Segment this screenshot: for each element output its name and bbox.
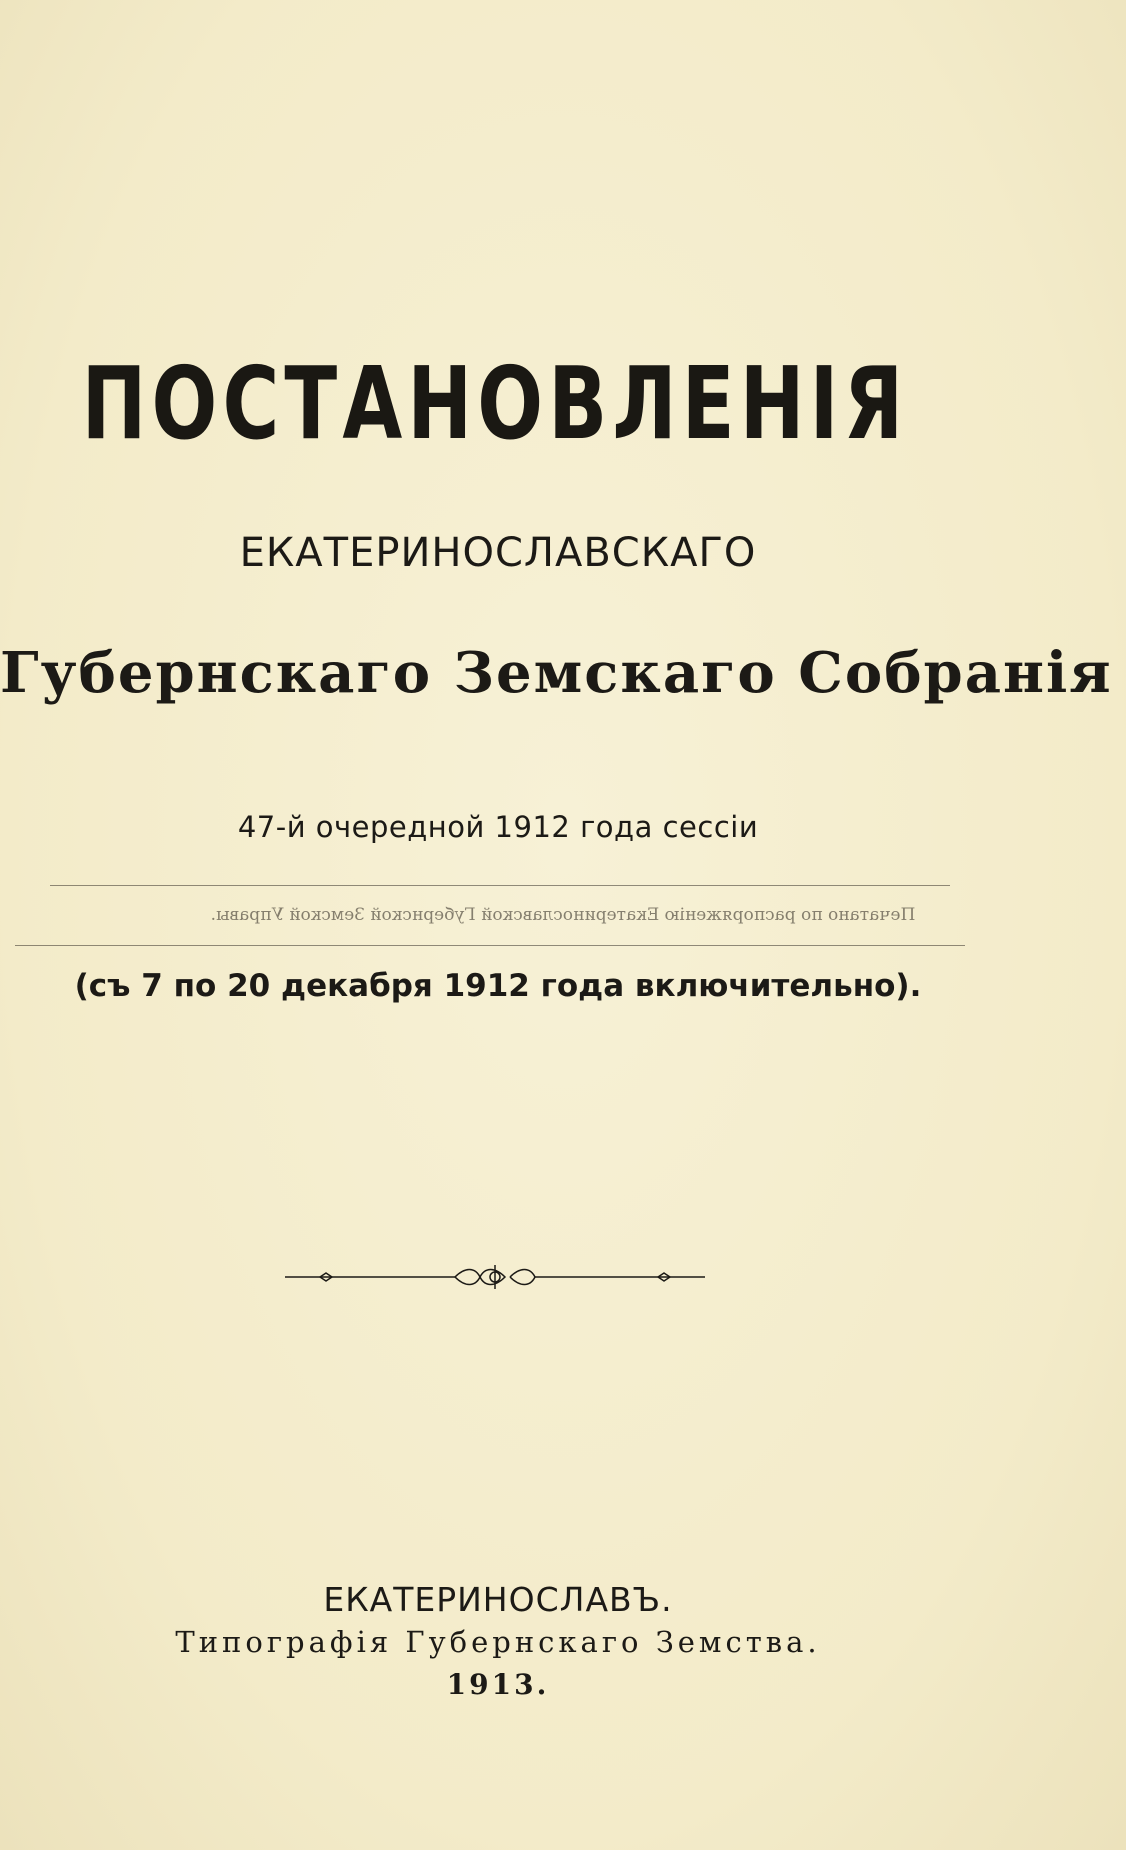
bleed-through-text: Печатано по распоряженію Екатеринославской Губернской Земской Управы. <box>210 905 916 925</box>
imprint-year: 1913. <box>446 1668 550 1701</box>
subtitle-province: ЕКАТЕРИНОСЛАВСКАГО <box>239 530 757 576</box>
bleed-rule-top <box>50 885 950 886</box>
bleed-rule-bottom <box>15 945 965 946</box>
imprint-city: ЕКАТЕРИНОСЛАВЪ. <box>323 1580 673 1619</box>
document-title: ПОСТАНОВЛЕНІЯ <box>81 345 909 462</box>
session-dates: (съ 7 по 20 декабря 1912 года включительно). <box>74 968 922 1004</box>
session-line: 47-й очередной 1912 года сессіи <box>237 810 759 844</box>
subtitle-assembly: Губернскаго Земскаго Собранія <box>0 640 1113 706</box>
imprint-printer: Типографія Губернскаго Земства. <box>175 1625 821 1659</box>
ornament-divider <box>280 1262 710 1292</box>
